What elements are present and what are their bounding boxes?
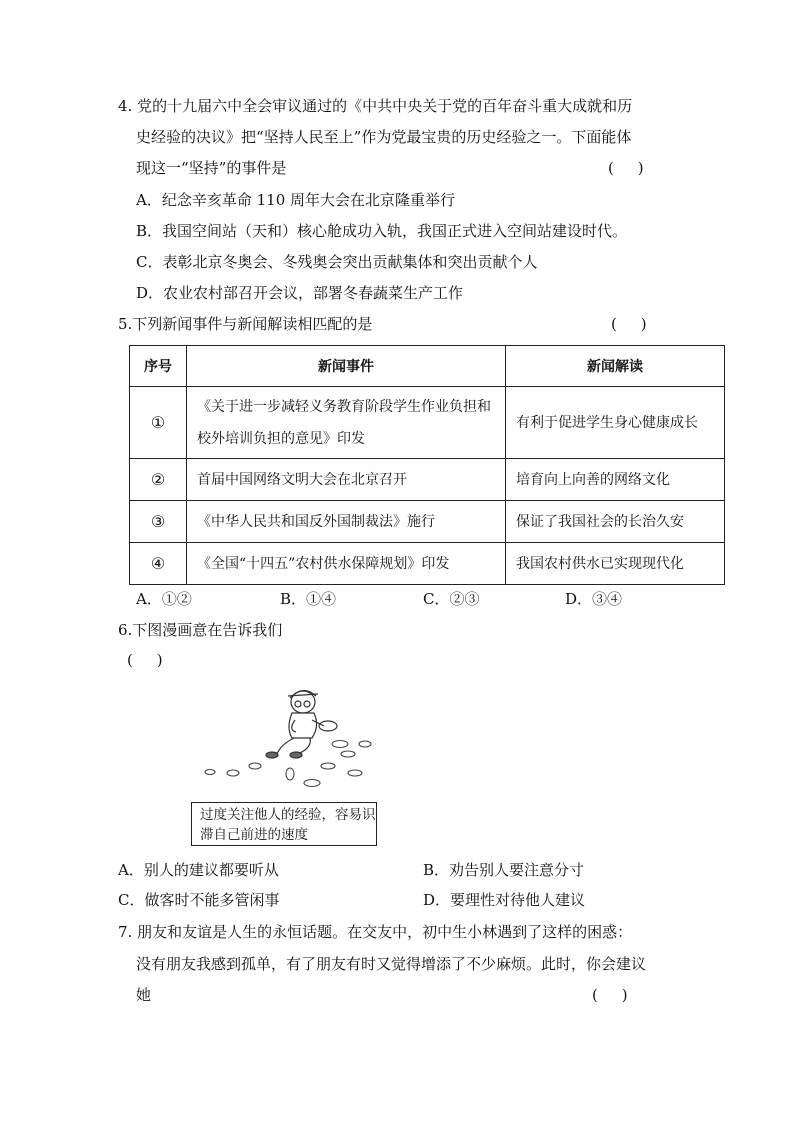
q5-option-b: B．①④ [280, 590, 337, 608]
q7-stem-line-2: 没有朋友我感到孤单，有了朋友有时又觉得增添了不少麻烦。此时，你会建议 [136, 955, 647, 973]
q6-option-c: C．做客时不能多管闲事 [118, 891, 280, 909]
q6-option-d: D．要理性对待他人建议 [423, 891, 586, 909]
table-row [130, 543, 725, 585]
header-news-reading: 新闻解读 [506, 346, 725, 387]
header-number: 序号 [130, 346, 187, 387]
q4-option-a: A．纪念辛亥革命 110 周年大会在北京隆重举行 [136, 191, 456, 209]
q7-stem-line-3: 她 [136, 986, 152, 1004]
q6-option-a: A．别人的建议都要听从 [118, 861, 279, 879]
table-row [130, 501, 725, 543]
row-event: 《关于进一步减轻义务教育阶段学生作业负担和校外培训负担的意见》印发 [187, 387, 506, 459]
row-event: 《全国“十四五”农村供水保障规划》印发 [187, 543, 506, 585]
q5-option-a: A．①② [136, 590, 192, 608]
row-number: ② [130, 459, 187, 501]
row-number: ④ [130, 543, 187, 585]
q5-option-d: D．③④ [565, 590, 623, 608]
q4-answer-blank: ( ) [608, 159, 644, 177]
q6-answer-blank: ( ) [127, 651, 163, 669]
q5-answer-blank: ( ) [611, 315, 647, 333]
row-reading: 有利于促进学生身心健康成长 [506, 387, 725, 459]
row-number: ① [130, 387, 187, 459]
q4-option-d: D．农业农村部召开会议，部署冬春蔬菜生产工作 [136, 284, 464, 302]
table-row [130, 459, 725, 501]
cartoon-image [200, 680, 400, 790]
row-event: 《中华人民共和国反外国制裁法》施行 [187, 501, 506, 543]
header-news-event: 新闻事件 [187, 346, 506, 387]
news-table [129, 345, 725, 585]
q7-answer-blank: ( ) [592, 986, 628, 1004]
q4-option-c: C．表彰北京冬奥会、冬残奥会突出贡献集体和突出贡献个人 [136, 253, 538, 271]
q4-stem-line-2: 史经验的决议》把“坚持人民至上”作为党最宝贵的历史经验之一。下面能体 [136, 128, 632, 146]
q4-stem-line-3: 现这一“坚持”的事件是 [136, 159, 287, 177]
row-reading: 保证了我国社会的长治久安 [506, 501, 725, 543]
news-table-header-row [130, 346, 725, 387]
q7-stem-line-1: 7. 朋友和友谊是人生的永恒话题。在交友中，初中生小林遇到了这样的困惑： [118, 923, 633, 941]
table-row [130, 387, 725, 459]
q4-stem-line-1: 4. 党的十九届六中全会审议通过的《中共中央关于党的百年奋斗重大成就和历 [118, 97, 633, 115]
row-reading: 我国农村供水已实现现代化 [506, 543, 725, 585]
q5-option-c: C．②③ [423, 590, 480, 608]
q6-option-b: B．劝告别人要注意分寸 [423, 861, 585, 879]
q5-stem: 5.下列新闻事件与新闻解读相匹配的是 [118, 315, 373, 333]
cartoon-caption: 过度关注他人的经验，容易识滞自己前进的速度 [191, 802, 377, 846]
q6-stem: 6.下图漫画意在告诉我们 [118, 621, 283, 639]
q4-option-b: B．我国空间站（天和）核心舱成功入轨，我国正式进入空间站建设时代。 [136, 222, 628, 240]
row-event: 首届中国网络文明大会在北京召开 [187, 459, 506, 501]
row-reading: 培育向上向善的网络文化 [506, 459, 725, 501]
row-number: ③ [130, 501, 187, 543]
